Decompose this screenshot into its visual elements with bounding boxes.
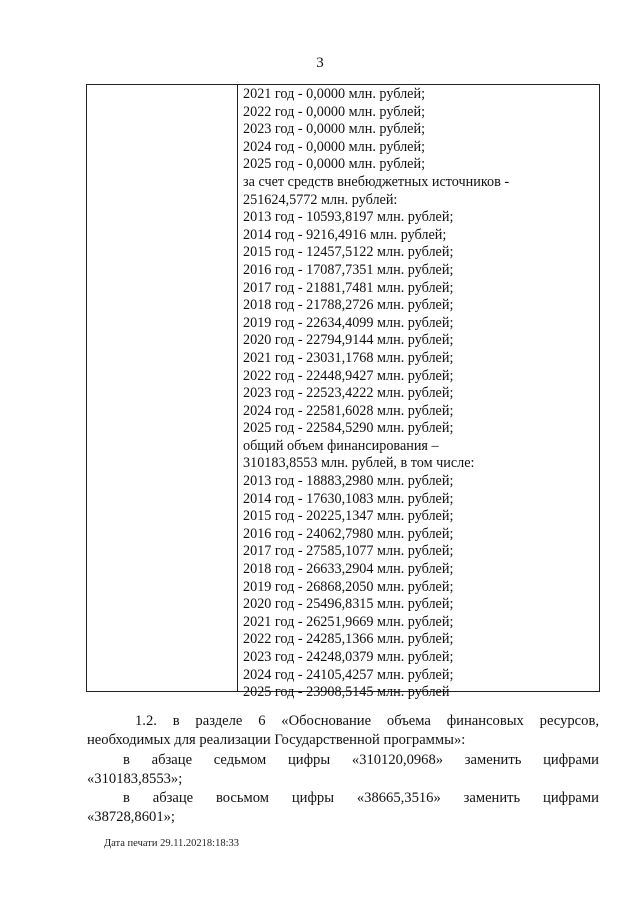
paragraph-word: цифрами bbox=[543, 752, 599, 768]
table-line: 2022 год - 24285,1366 млн. рублей; bbox=[243, 631, 454, 648]
table-line: 2022 год - 0,0000 млн. рублей; bbox=[243, 103, 426, 120]
table-line: 2014 год - 17630,1083 млн. рублей; bbox=[243, 490, 454, 507]
paragraph-word: в bbox=[172, 713, 180, 729]
paragraph-word: в bbox=[123, 752, 130, 768]
paragraph-eighth-line-2: «38728,8601»; bbox=[87, 809, 175, 825]
paragraph-word: разделе bbox=[195, 713, 243, 729]
table-line: 2017 год - 21881,7481 млн. рублей; bbox=[243, 279, 454, 296]
table-line: 2024 год - 22581,6028 млн. рублей; bbox=[243, 402, 454, 419]
paragraph-word: заменить bbox=[464, 752, 522, 768]
table-right-cell bbox=[243, 86, 595, 702]
table-line: 2014 год - 9216,4916 млн. рублей; bbox=[243, 226, 447, 243]
table-line: 2020 год - 22794,9144 млн. рублей; bbox=[243, 332, 454, 349]
financing-table bbox=[86, 84, 600, 701]
table-line: 2013 год - 18883,2980 млн. рублей; bbox=[243, 473, 454, 490]
table-line: 2018 год - 26633,2904 млн. рублей; bbox=[243, 561, 454, 578]
table-line: 2025 год - 22584,5290 млн. рублей; bbox=[243, 420, 454, 437]
paragraph-word: 6 bbox=[258, 713, 266, 729]
table-line: 2022 год - 22448,9427 млн. рублей; bbox=[243, 367, 454, 384]
table-line: за счет средств внебюджетных источников - bbox=[243, 173, 510, 190]
paragraph-seventh bbox=[87, 751, 599, 789]
table-line: 2021 год - 0,0000 млн. рублей; bbox=[243, 86, 426, 102]
table-line: 2023 год - 24248,0379 млн. рублей; bbox=[243, 649, 454, 665]
paragraph-eighth bbox=[87, 789, 599, 827]
paragraph-1-2-line-1 bbox=[87, 712, 599, 731]
table-line: общий объем финансирования – bbox=[243, 437, 439, 454]
table-line: 2020 год - 25496,8315 млн. рублей; bbox=[243, 596, 454, 613]
paragraph-word: финансовых bbox=[446, 713, 524, 729]
paragraph-word: 1.2. bbox=[135, 713, 157, 729]
paragraph-word: ресурсов, bbox=[539, 713, 599, 729]
table-line: 2025 год - 23908,5145 млн. рублей bbox=[243, 684, 450, 701]
paragraph-word: абзаце bbox=[151, 752, 193, 768]
paragraph-word: «310120,0968» bbox=[351, 752, 444, 768]
paragraph-word: «38665,3516» bbox=[356, 790, 441, 806]
paragraph-word: абзаце bbox=[152, 790, 194, 806]
table-line: 2024 год - 24105,4257 млн. рублей; bbox=[243, 666, 454, 683]
paragraph-word: седьмом bbox=[213, 752, 267, 768]
table-line: 2013 год - 10593,8197 млн. рублей; bbox=[243, 209, 454, 226]
paragraph-word: восьмом bbox=[215, 790, 270, 806]
table-line: 2018 год - 21788,2726 млн. рублей; bbox=[243, 297, 454, 314]
table-column-divider bbox=[237, 85, 238, 691]
paragraph-word: цифрами bbox=[543, 790, 599, 806]
print-date-footer: Дата печати 29.11.20218:18:33 bbox=[104, 838, 240, 849]
table-line: 2024 год - 0,0000 млн. рублей; bbox=[243, 138, 426, 155]
table-line: 2021 год - 23031,1768 млн. рублей; bbox=[243, 349, 454, 366]
paragraph-word: объема bbox=[386, 713, 431, 729]
table-line: 2023 год - 0,0000 млн. рублей; bbox=[243, 121, 426, 138]
table-line: 251624,5772 млн. рублей: bbox=[243, 191, 398, 208]
table-line: 2025 год - 0,0000 млн. рублей; bbox=[243, 156, 426, 173]
table-line: 2019 год - 22634,4099 млн. рублей; bbox=[243, 314, 454, 331]
table-line: 2019 год - 26868,2050 млн. рублей; bbox=[243, 578, 454, 595]
table-line: 2015 год - 12457,5122 млн. рублей; bbox=[243, 244, 454, 261]
paragraph-word: заменить bbox=[463, 790, 521, 806]
table-line: 2016 год - 17087,7351 млн. рублей; bbox=[243, 261, 454, 278]
paragraph-word: цифры bbox=[291, 790, 335, 806]
paragraph-seventh-line-1 bbox=[87, 751, 599, 770]
table-line: 2017 год - 27585,1077 млн. рублей; bbox=[243, 543, 454, 560]
paragraph-word: в bbox=[123, 790, 130, 806]
table-line: 2021 год - 26251,9669 млн. рублей; bbox=[243, 613, 454, 630]
paragraph-eighth-line-1 bbox=[87, 789, 599, 808]
table-line: 2023 год - 22523,4222 млн. рублей; bbox=[243, 385, 454, 402]
table-line: 310183,8553 млн. рублей, в том числе: bbox=[243, 455, 475, 472]
table-line: 2015 год - 20225,1347 млн. рублей; bbox=[243, 508, 454, 525]
paragraph-word: цифры bbox=[287, 752, 331, 768]
table-line: 2016 год - 24062,7980 млн. рублей; bbox=[243, 525, 454, 542]
paragraph-1-2 bbox=[87, 712, 599, 750]
paragraph-word: «Обоснование bbox=[281, 713, 372, 729]
page-number: 3 bbox=[316, 55, 324, 71]
paragraph-seventh-line-2: «310183,8553»; bbox=[87, 771, 183, 787]
paragraph-1-2-line-2: необходимых для реализации Государственной программы»: bbox=[87, 732, 466, 748]
